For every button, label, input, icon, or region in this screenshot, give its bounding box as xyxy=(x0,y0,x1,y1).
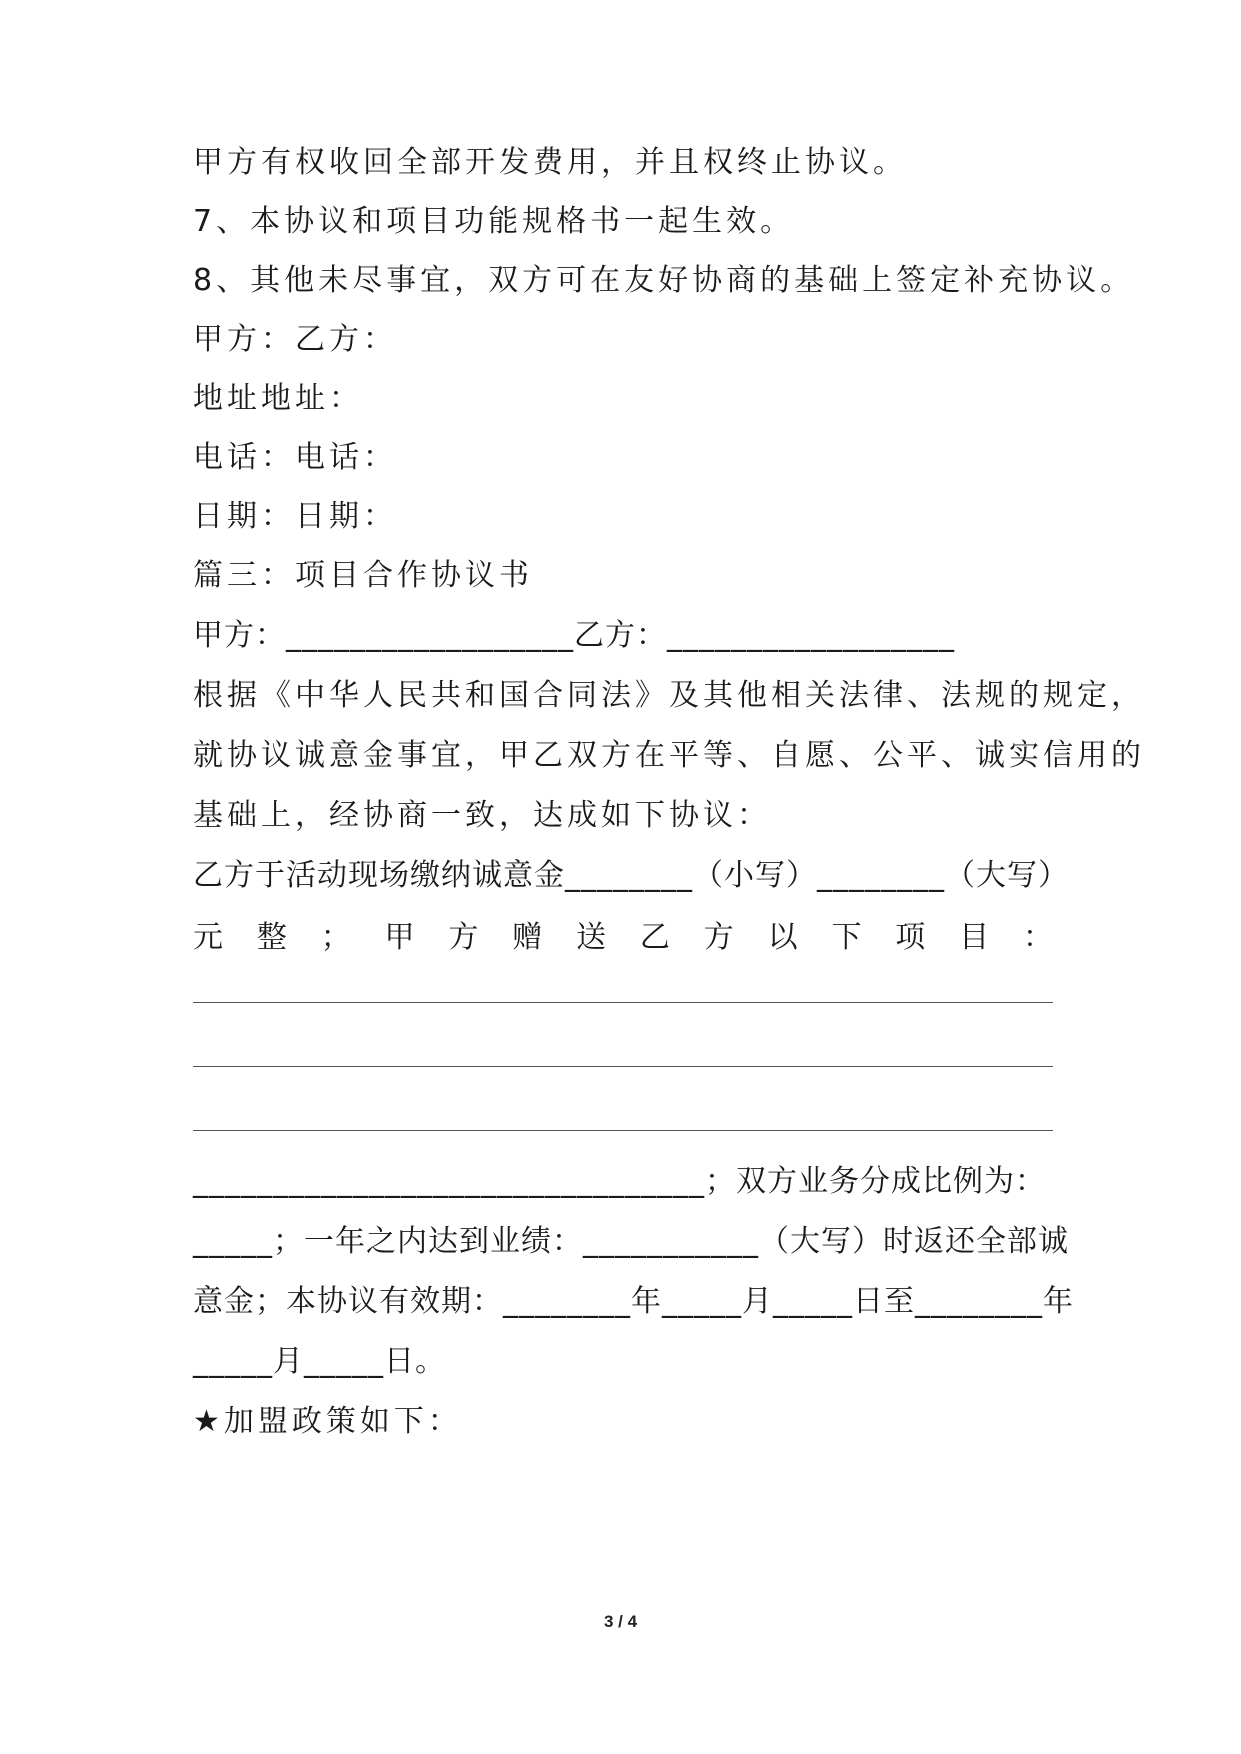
spread-char: 送 xyxy=(576,920,607,955)
blank-rule-1 xyxy=(193,1002,1053,1003)
text-line-2: 7、本协议和项目功能规格书一起生效。 xyxy=(193,204,795,239)
spread-char: 方 xyxy=(703,920,734,955)
text-line-6: 电话：电话： xyxy=(193,440,397,475)
page-number: 3 / 4 xyxy=(603,1612,638,1631)
spread-char: 甲 xyxy=(384,920,415,955)
party-blank-line: 甲方：__________________乙方：__________________ xyxy=(193,618,955,653)
spread-char: 赠 xyxy=(512,920,543,955)
validity-end-line: _____月_____日。 xyxy=(193,1344,446,1379)
blank-rule-2 xyxy=(193,1066,1053,1067)
spread-char: 以 xyxy=(767,920,798,955)
ratio-line: ________________________________；双方业务分成比例为： xyxy=(193,1164,1046,1199)
text-line-5: 地址地址： xyxy=(193,381,363,416)
spread-char: 乙 xyxy=(639,920,670,955)
text-line-12: 基础上，经协商一致，达成如下协议： xyxy=(193,798,771,833)
spread-char: 下 xyxy=(831,920,862,955)
spread-char: ； xyxy=(320,920,351,955)
text-line-3: 8、其他未尽事宜，双方可在友好协商的基础上签定补充协议。 xyxy=(193,263,1135,298)
text-line-10: 根据《中华人民共和国合同法》及其他相关法律、法规的规定， xyxy=(193,678,1145,713)
validity-line: 意金；本协议有效期：________年_____月_____日至________年 xyxy=(193,1284,1074,1319)
deposit-line: 乙方于活动现场缴纳诚意金________（小写）________（大写） xyxy=(193,858,1069,893)
spread-char: 方 xyxy=(448,920,479,955)
spread-char: 元 xyxy=(193,920,223,955)
spread-char: ： xyxy=(1022,920,1053,955)
performance-line: _____；一年之内达到业绩：___________（大写）时返还全部诚 xyxy=(193,1224,1069,1259)
text-line-11: 就协议诚意金事宜，甲乙双方在平等、自愿、公平、诚实信用的 xyxy=(193,738,1145,773)
blank-rule-3 xyxy=(193,1130,1053,1131)
spread-char: 整 xyxy=(256,920,287,955)
section-heading: 篇三：项目合作协议书 xyxy=(193,558,533,593)
spread-text-line xyxy=(193,918,1053,958)
spread-char: 项 xyxy=(895,920,926,955)
text-line-1: 甲方有权收回全部开发费用，并且权终止协议。 xyxy=(193,145,907,180)
text-line-7: 日期：日期： xyxy=(193,499,397,534)
text-line-4: 甲方：乙方： xyxy=(193,322,397,357)
policy-heading: ★加盟政策如下： xyxy=(193,1404,462,1439)
spread-char: 目 xyxy=(959,920,990,955)
